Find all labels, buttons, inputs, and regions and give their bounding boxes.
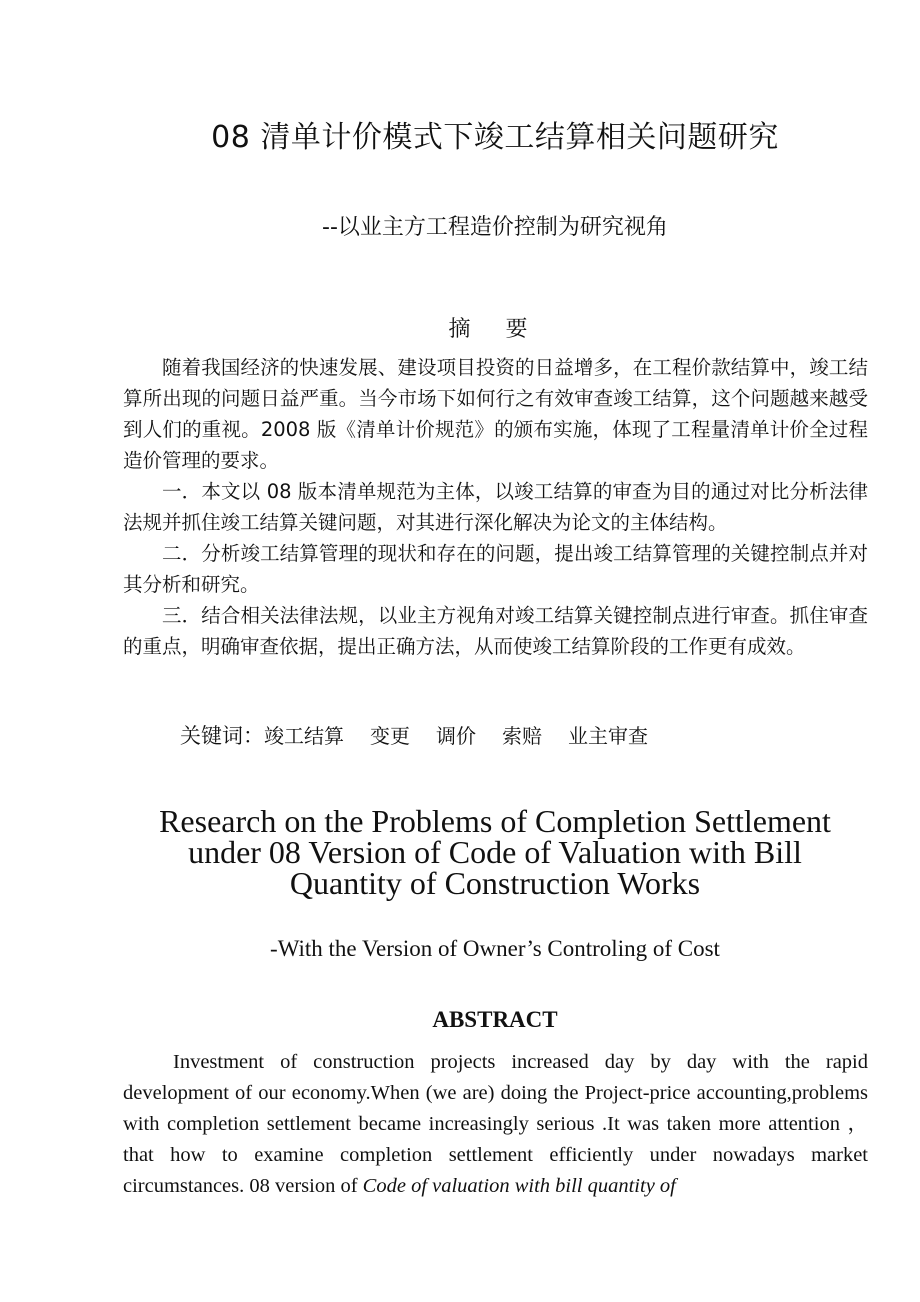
- english-abstract-heading: ABSTRACT: [432, 1007, 558, 1032]
- english-abstract-italic-title: Code of valuation with bill quantity of: [362, 1175, 676, 1197]
- english-subtitle: -With the Version of Owner’s Controling of Cost: [270, 936, 720, 961]
- keyword: 调价: [436, 724, 476, 748]
- keyword: 竣工结算: [264, 724, 344, 748]
- keywords-label: 关键词：: [180, 724, 264, 748]
- english-title-line: under 08 Version of Code of Valuation with Bill: [188, 834, 802, 870]
- english-title-line: Research on the Problems of Completion Settlement: [159, 803, 831, 839]
- abstract-paragraph-1: 随着我国经济的快速发展、建设项目投资的日益增多，在工程价款结算中，竣工结算所出现的问题日益严重。当今市场下如何行之有效审查竣工结算，这个问题越来越受到人们的重视。2008 版《清单计价规范》的颁布实施，体现了工程量清单计价全过程造价管理的要求。: [123, 356, 868, 472]
- english-title-line: Quantity of Construction Works: [289, 865, 701, 901]
- abstract-paragraph-3: 二．分析竣工结算管理的现状和存在的问题，提出竣工结算管理的关键控制点并对其分析和研究。: [123, 542, 868, 596]
- abstract-paragraph-2: 一．本文以 08 版本清单规范为主体，以竣工结算的审查为目的通过对比分析法律法规并抓住竣工结算关键问题，对其进行深化解决为论文的主体结构。: [123, 480, 868, 534]
- english-abstract-body: [123, 1047, 868, 1202]
- chinese-abstract-heading: 摘 要: [448, 317, 542, 342]
- keywords-line: [180, 720, 674, 750]
- chinese-subtitle: --以业主方工程造价控制为研究视角: [322, 215, 668, 240]
- keyword: 变更: [370, 724, 410, 748]
- chinese-title: 08 清单计价模式下竣工结算相关问题研究: [211, 120, 779, 155]
- keyword: 索赔: [502, 724, 542, 748]
- english-abstract-text: Investment of construction projects increased day by day with the rapid development of our economy.When (we are) doing the Project-price accounting,problems with completion settlement became increasingly serious .It was taken more attention ， that how to examine completion settlement efficiently under nowadays market circumstances. 08 version of: [123, 1051, 868, 1197]
- chinese-abstract-body: [123, 352, 868, 662]
- keyword: 业主审查: [568, 724, 648, 748]
- english-title: [0, 803, 920, 901]
- abstract-paragraph-4: 三．结合相关法律法规，以业主方视角对竣工结算关键控制点进行审查。抓住审查的重点，明确审查依据，提出正确方法，从而使竣工结算阶段的工作更有成效。: [123, 604, 868, 658]
